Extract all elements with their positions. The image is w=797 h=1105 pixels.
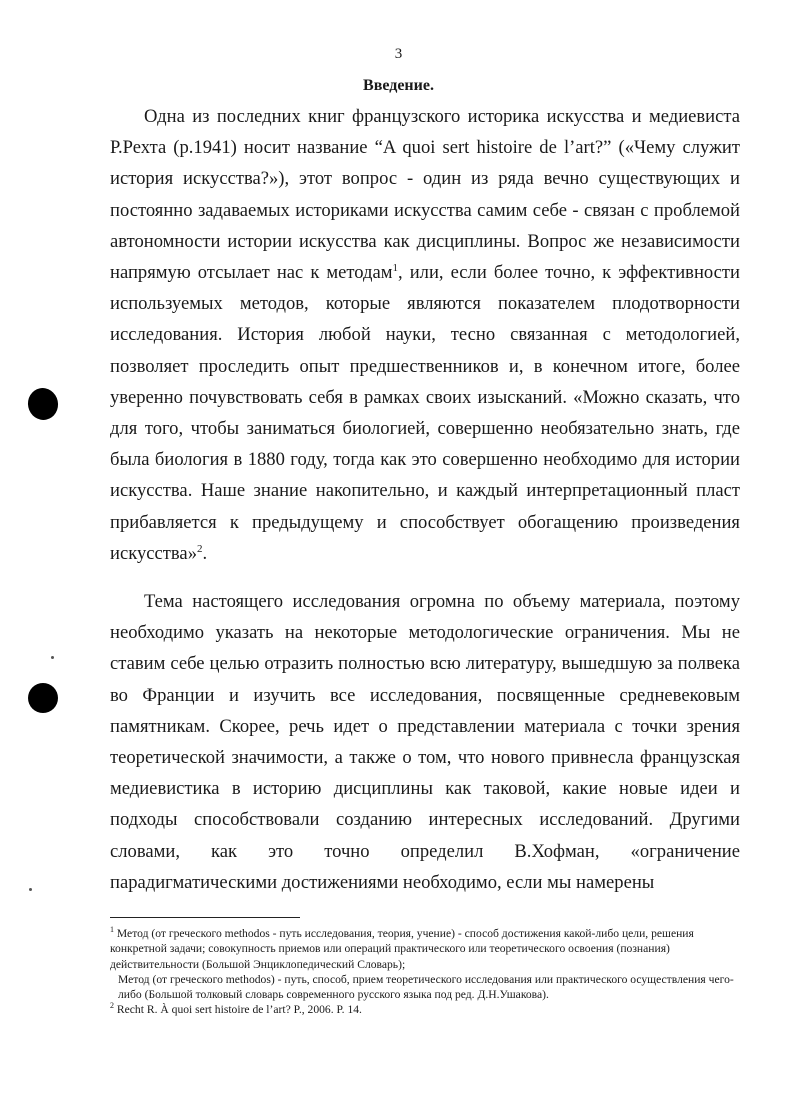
body-text	[110, 101, 740, 898]
page-number: 3	[394, 46, 403, 62]
paragraph-2: Тема настоящего исследования огромна по объему материала, поэтому необходимо указать на некоторые методологические ограничения. Мы не ставим себе целью отразить полностью всю литературу, вышедшую за полвека во Франции и изучить все исследования, посвященные средневековым памятникам. Скорее, речь идет о представлении материала с точки зрения теоретической значимости, а также о том, что нового привнесла французская медиевистика в историю дисциплины как таковой, какие новые идеи и подходы способствовали созданию интересных исследований. Другими словами, как это точно определил В.Хофман, «ограничение парадигматическими достижениями необходимо, если мы намерены	[110, 591, 740, 893]
scan-speck	[29, 888, 32, 891]
footnotes	[110, 926, 740, 1018]
footnote-ref-1: 1	[392, 261, 399, 274]
punch-hole-icon-top	[25, 385, 61, 423]
paragraph-1-text-b: , или, если более точно, к эффективности используемых методов, которые являются показателем плодотворности исследования. История любой науки, тесно связанная с методологией, позволяет проследить опыт предшественников и, в конечном итоге, более уверенно почувствовать себя в рамках своих изысканий. «Можно сказать, что для того, чтобы заниматься биологией, совершенно необязательно знать, где была биология в 1880 году, тогда как это совершенно необходимо для истории искусства. Наше знание накопительно, и каждый интерпретационный пласт прибавляется к предыдущему и способствует обогащению произведения искусства»	[110, 262, 740, 564]
footnote-ref-2: 2	[197, 542, 203, 555]
footnote-1-continuation: Метод (от греческого methodos) - путь, способ, прием теоретического исследования или практического осуществления чего-либо (Большой толковый словарь современного русского языка под ред. Д.Н.Ушакова).	[118, 972, 734, 1002]
page-heading: Введение.	[363, 77, 434, 94]
footnote-divider	[110, 917, 300, 918]
footnote-2-marker: 2	[110, 1001, 114, 1011]
footnote-2-line1: Recht R. À quoi sert histoire de l’art? P., 2006. P. 14.	[116, 1003, 362, 1017]
footnote-1	[110, 926, 740, 972]
footnote-1-marker: 1	[110, 925, 114, 935]
footnote-1-line1: Метод (от греческого methodos - путь исследования, теория, учение) - способ достижения какой-либо цели, решения конкретной задачи; совокупность приемов или операций практического или теоретического освоения (познания) действительности (Большой Энциклопедический Словарь);	[110, 927, 694, 971]
paragraph-1	[110, 101, 740, 569]
paragraph-gap	[110, 569, 740, 586]
punch-hole-icon-bottom	[28, 683, 58, 713]
paragraph-1-text-c: .	[202, 542, 208, 564]
paragraph-1-text-a: Одна из последних книг французского историка искусства и медиевиста Р.Рехта (р.1941) носит название “A quoi sert histoire de l’art?” («Чему служит история искусства?»), этот вопрос - один из ряда вечно существующих и постоянно задаваемых историками искусства самим себе - связан с проблемой автономности истории искусства как дисциплины. Вопрос же независимости напрямую отсылает нас к методам	[110, 106, 740, 284]
footnote-2	[110, 1002, 740, 1017]
scan-speck	[51, 656, 54, 659]
